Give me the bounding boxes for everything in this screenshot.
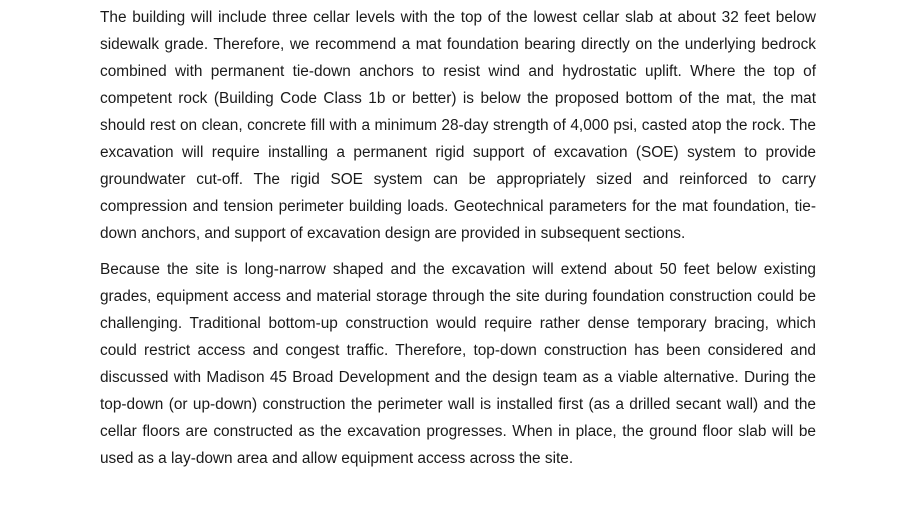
- document-body: [100, 4, 816, 472]
- paragraph-top-down-construction: Because the site is long-narrow shaped and the excavation will extend about 50 feet below existing grades, equipment access and material storage through the site during foundation construction could be challenging. Traditional bottom-up construction would require rather dense temporary bracing, which could restrict access and congest traffic. Therefore, top-down construction has been considered and discussed with Madison 45 Broad Development and the design team as a viable alternative. During the top-down (or up-down) construction the perimeter wall is installed first (as a drilled secant wall) and the cellar floors are constructed as the excavation progresses. When in place, the ground floor slab will be used as a lay-down area and allow equipment access across the site.: [100, 261, 816, 467]
- paragraph-foundation-recommendation: The building will include three cellar levels with the top of the lowest cellar slab at about 32 feet below sidewalk grade. Therefore, we recommend a mat foundation bearing directly on the underlying bedrock combined with permanent tie-down anchors to resist wind and hydrostatic uplift. Where the top of competent rock (Building Code Class 1b or better) is below the proposed bottom of the mat, the mat should rest on clean, concrete fill with a minimum 28-day strength of 4,000 psi, casted atop the rock. The excavation will require installing a permanent rigid support of excavation (SOE) system to provide groundwater cut-off. The rigid SOE system can be appropriately sized and reinforced to carry compression and tension perimeter building loads. Geotechnical parameters for the mat foundation, tie-down anchors, and support of excavation design are provided in subsequent sections.: [100, 9, 816, 242]
